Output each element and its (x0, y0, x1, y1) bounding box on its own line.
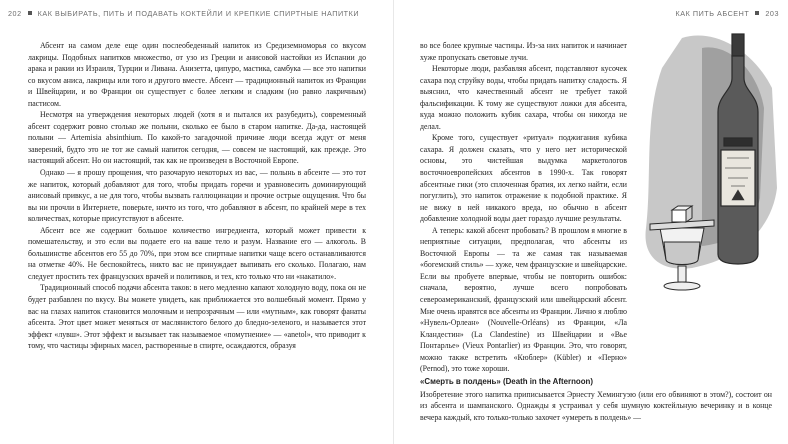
recipe-section (420, 376, 772, 423)
paragraph: Абсент на самом деле еще один послеобеденный напиток из Средиземноморья со вкусом лакрицы. Подобных напитков множество, от узо из Греции и анисовой настойки из Испании до арака и ракии из Израиля, Турции и Ливана. Анизетта, ципуро, мастика, самбука — все это напитки со вкусом аниса, лакрицы или того и другого вместе. Абсент — традиционный напиток из Франции и Швейцарии, и во Франции он существует с более легким и сладким (но равно лакричным) пастисом. (28, 41, 366, 108)
paragraph: А теперь: какой абсент пробовать? В прошлом я многие в неприятные ситуации, предполагая, что абсенты из Восточной Европы — та же самая так называемая «богемский стиль» — хуже, чем французские и швейцарские. Если вы пробуете впервые, чтобы не повторить ошибок: сначала, вероятно, лучше всего попробовать североамериканский, французский или швейцарский абсент. Мне очень нравятся все абсенты из Франции. Лично я люблю «Нувель-Орлеан» (Nouvelle-Orléans) из Франции, «Ла Кландестин» (La Clandestine) из Швейцарии и «Вье Понтарлье» (Vieux Pontarlier) из Франции. Это, что говорят, можно также встретить «Кюблер» (Kübler) и «Перно» (Pernod), это тоже хороши. (420, 225, 627, 374)
paragraph: Несмотря на утверждения некоторых людей (хотя я и пытался их разубедить), современный абсент содержит ровно столько же полыни, сколько ее было в старом напитке. Да-да, настоящей полыни — Artemisia absinthium. По какой-то загадочной причине люди всегда ждут от меня заверений, будто это не тот же самый напиток сегодня, — совсем не настоящий, как прежде. Это настоящий абсент. Но он настоящий, так как не произведен в Восточной Европе. (28, 110, 366, 166)
right-running-head (675, 6, 779, 20)
paragraph: Традиционный способ подачи абсента таков: в него медленно капают холодную воду, пока он не будет разбавлен по вкусу. Вы можете увидеть, как приближается это волшебный момент. Прямо у вас на глазах напиток становится молочным и непрозрачным — или «мутным», как говорят фанаты абсента. Этот цвет может меняться от маслянистого белого до бледно-зеленого, и называется этот эффект «лувш». Этот эффект и вызывает так называемое «помутнение» — «anetol», что приводит к тому, что частицы эфирных масел, растворенные в спирте, осаждаются, образуя (28, 283, 366, 351)
left-body-text (28, 40, 366, 352)
paragraph: Однако — я прошу прощения, что разочарую некоторых из вас, — полынь в абсенте — это тот же напиток, который добавляют для того, чтобы придать горечи и уравновесить доминирующий анисовый привкус, а не для того, чтобы вызвать галлюцинации и прочие острые ощущения. Что бы вы ни прочли в Интернете, поверьте, ничто из того, что добавляют в абсент, по крайней мере в тех количествах, которые присутствуют в абсенте. (28, 168, 366, 224)
right-body-text (420, 40, 627, 375)
left-running-title: КАК ВЫБИРАТЬ, ПИТЬ И ПОДАВАТЬ КОКТЕЙЛИ И КРЕПКИЕ СПИРТНЫЕ НАПИТКИ (37, 8, 360, 18)
recipe-title: «Смерть в полдень» (Death in the Afternoon) (420, 377, 593, 386)
right-page (394, 0, 788, 444)
right-running-title: КАК ПИТЬ АБСЕНТ (675, 8, 750, 18)
paragraph: Кроме того, существует «ритуал» поджигания кубика сахара. Я должен сказать, что у него нет исторической основы, это чистейшая выдумка маркетологов восточноевропейских абсентов в 1990-х. Так говорят абсентные гики (это сплоченная братия, их легко найти, если погуглить), это напиток отражение к подобной практике. Я не вижу в ней никакого вреда, но обычно в абсент добавление холодной воды дает гораздо лучшие результаты. (420, 133, 627, 224)
left-running-head (8, 6, 359, 20)
left-page-number: 202 (8, 8, 22, 18)
square-bullet-icon (28, 11, 32, 15)
absinthe-illustration (632, 28, 782, 294)
square-bullet-icon (755, 11, 759, 15)
recipe-text: Изобретение этого напитка приписывается Эрнесту Хемингуэю (или его обвиняют в этом?), состоит он из абсента и шампанского. Однажды я устраивал у себя шумную коктейльную вечеринку и в конце вечера каждый, кто только-только захочет «умереть в полдень» — (420, 389, 772, 422)
right-page-number: 203 (765, 8, 779, 18)
paragraph: во все более крупные частицы. Из-за них напиток и начинает хуже пропускать световые лучи. (420, 41, 627, 62)
paragraph: Некоторые люди, разбавляя абсент, подставляют кусочек сахара под струйку воды, чтобы придать напитку сладость. Я выяснил, что качественный абсент не требует такой фальсификации. К тому же существуют ложки для абсента, куда можно положить кубик сахара, чтобы он никогда не делал. (420, 64, 627, 131)
paragraph: Абсент все же содержит большое количество ингредиента, который может привести к помешательству, и это если вы подаете его на ваше тело и разум. Название его — алкоголь. В большинстве абсентов его 55 до 70%, при этом все спиртные напитки чаще всего останавливаются на отметке 40%. Не беспокойтесь, никто вас не принуждает выпивать его сколько. Полагаю, нам следует простить тех французских врачей и политиков, и тех, кто только что ни «накатило». (28, 225, 366, 281)
absinthe-glass (660, 228, 704, 290)
